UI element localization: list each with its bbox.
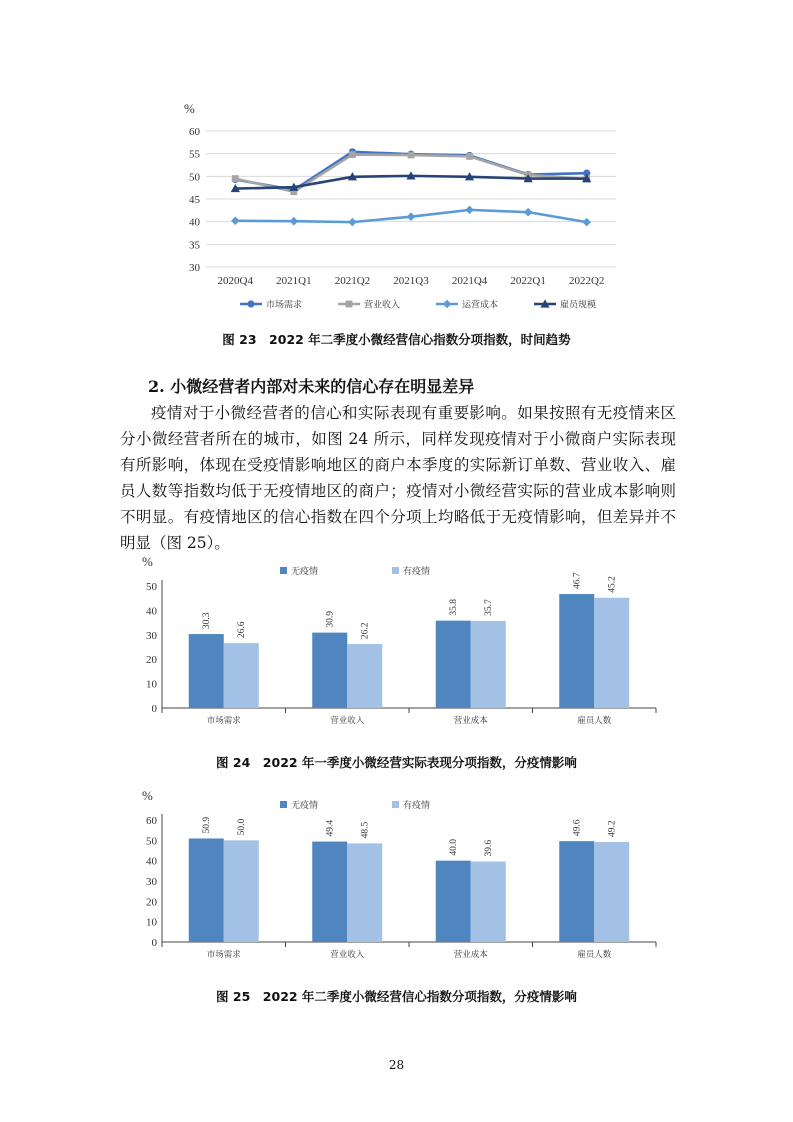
legend-swatch-marker [443,300,452,309]
figure-24-chart [130,552,670,730]
data-point [290,217,299,226]
bar [594,842,629,942]
bar [594,598,629,708]
y-tick-label: 0 [151,937,157,949]
data-point [232,175,239,182]
y-tick-label: 30 [189,262,200,274]
y-tick-label: 20 [146,896,157,909]
x-tick-label: 2021Q2 [334,275,371,287]
y-tick-label: 50 [146,835,157,848]
x-tick-label: 2021Q4 [451,275,488,287]
x-tick-label: 营业收入 [330,716,365,726]
legend-label: 无疫情 [291,567,319,577]
data-label: 49.4 [325,819,336,837]
legend-swatch-marker [247,300,254,307]
legend-item [436,299,498,311]
y-tick-label: 10 [146,678,157,691]
bar [436,861,471,942]
figure-23-caption: 图 23 2022 年二季度小微经营信心指数分项指数，时间趋势 [222,332,571,347]
bar [436,621,471,708]
bar [189,634,224,708]
x-tick-label: 雇员人数 [577,716,612,726]
bar [471,861,506,942]
y-tick-label: 50 [189,171,200,184]
bar [224,840,259,942]
y-tick-label: 40 [189,216,200,229]
figure-25-caption: 图 25 2022 年二季度小微经营信心指数分项指数，分疫情影响 [216,989,577,1004]
data-point [408,152,415,159]
data-label: 50.0 [237,818,248,836]
legend-label: 有疫情 [403,567,431,577]
y-tick-label: 30 [146,629,157,642]
bar [471,621,506,708]
y-tick-label: 20 [146,654,157,667]
figure-25-chart [130,786,670,964]
figure-23-svg [170,96,640,316]
bar [224,643,259,708]
data-point [231,216,240,225]
x-tick-label: 雇员人数 [577,950,612,960]
section-heading: 2. 小微经营者内部对未来的信心存在明显差异 [148,377,475,396]
legend-label: 市场需求 [266,300,303,311]
legend-item [280,565,318,577]
bar [347,644,382,708]
data-label: 26.2 [360,622,371,640]
y-tick-label: 10 [146,916,157,929]
figure-24-caption: 图 24 2022 年一季度小微经营实际表现分项指数，分疫情影响 [216,755,577,770]
data-label: 48.5 [360,821,371,839]
body-paragraph: 疫情对于小微经营者的信心和实际表现有重要影响。如果按照有无疫情来区分小微经营者所在的城市，如图 24 所示，同样发现疫情对于小微商户实际表现有所影响，体现在受疫情影响地区的商户本季度的实际新订单数、营业收入、雇员人数等指数均低于无疫情地区的商户；疫情对小微经营实际的营业成本影响则不明显。有疫情地区的信心指数在四个分项上均略低于无疫情影响，但差异并不明显（图 25）。 [120,404,676,552]
y-tick-label: 0 [151,703,157,715]
x-tick-label: 2020Q4 [217,275,254,287]
y-tick-label: 60 [189,126,200,138]
x-tick-label: 市场需求 [206,716,241,726]
data-point [466,153,473,160]
bar [189,839,224,942]
bar [347,843,382,942]
y-tick-label: 50 [146,581,157,593]
legend-swatch [392,567,399,574]
legend-item [240,299,302,311]
legend-swatch-marker [346,301,353,308]
legend-label: 营业收入 [364,300,401,311]
y-tick-label: 35 [189,239,200,252]
legend-item [392,565,430,577]
data-point [348,218,357,227]
data-label: 49.2 [607,820,618,837]
y-tick-label: 40 [146,605,157,618]
bar [559,841,594,942]
y-unit-label: % [142,554,153,569]
data-point [582,218,591,227]
y-unit-label: % [184,101,195,116]
data-label: 26.6 [237,621,248,639]
x-tick-label: 2022Q1 [510,275,546,287]
bar [559,594,594,708]
data-label: 30.9 [325,610,336,628]
figure-24-svg [130,552,670,730]
legend-item [280,799,318,811]
legend-label: 运营成本 [462,300,499,311]
y-tick-label: 40 [146,855,157,868]
x-tick-label: 市场需求 [206,950,241,960]
series-3 [231,206,591,227]
x-tick-label: 营业成本 [453,716,488,726]
data-label: 35.8 [449,599,460,616]
legend-label: 有疫情 [403,801,431,811]
data-point [349,151,356,158]
y-tick-label: 60 [146,815,157,827]
legend-swatch [280,801,287,808]
x-tick-label: 2021Q3 [393,275,429,287]
y-unit-label: % [142,788,153,803]
legend-item [534,299,596,311]
y-tick-label: 55 [189,148,200,161]
bar [312,633,347,708]
bar [312,842,347,942]
legend-label: 无疫情 [291,801,319,811]
legend-label: 雇员规模 [560,300,597,311]
page-number: 28 [388,1058,405,1072]
x-tick-label: 2022Q2 [568,275,605,287]
x-tick-label: 营业收入 [330,950,365,960]
x-tick-label: 2021Q1 [276,275,312,287]
y-tick-label: 45 [189,194,200,206]
y-tick-label: 30 [146,876,157,888]
data-label: 45.2 [607,576,618,593]
x-tick-label: 营业成本 [453,950,488,960]
figure-23-chart [170,96,640,316]
data-label: 30.3 [202,612,213,630]
data-point [524,208,533,217]
data-label: 50.9 [202,816,213,834]
legend-swatch [280,567,287,574]
data-label: 40.0 [449,839,460,856]
data-label: 35.7 [484,599,495,616]
legend-swatch [392,801,399,808]
data-point [465,206,474,215]
legend-item [338,299,400,311]
data-label: 49.6 [572,819,583,837]
data-label: 39.6 [484,839,495,857]
figure-25-svg [130,786,670,964]
data-label: 46.7 [572,572,583,590]
data-point [407,212,416,221]
legend-item [392,799,430,811]
